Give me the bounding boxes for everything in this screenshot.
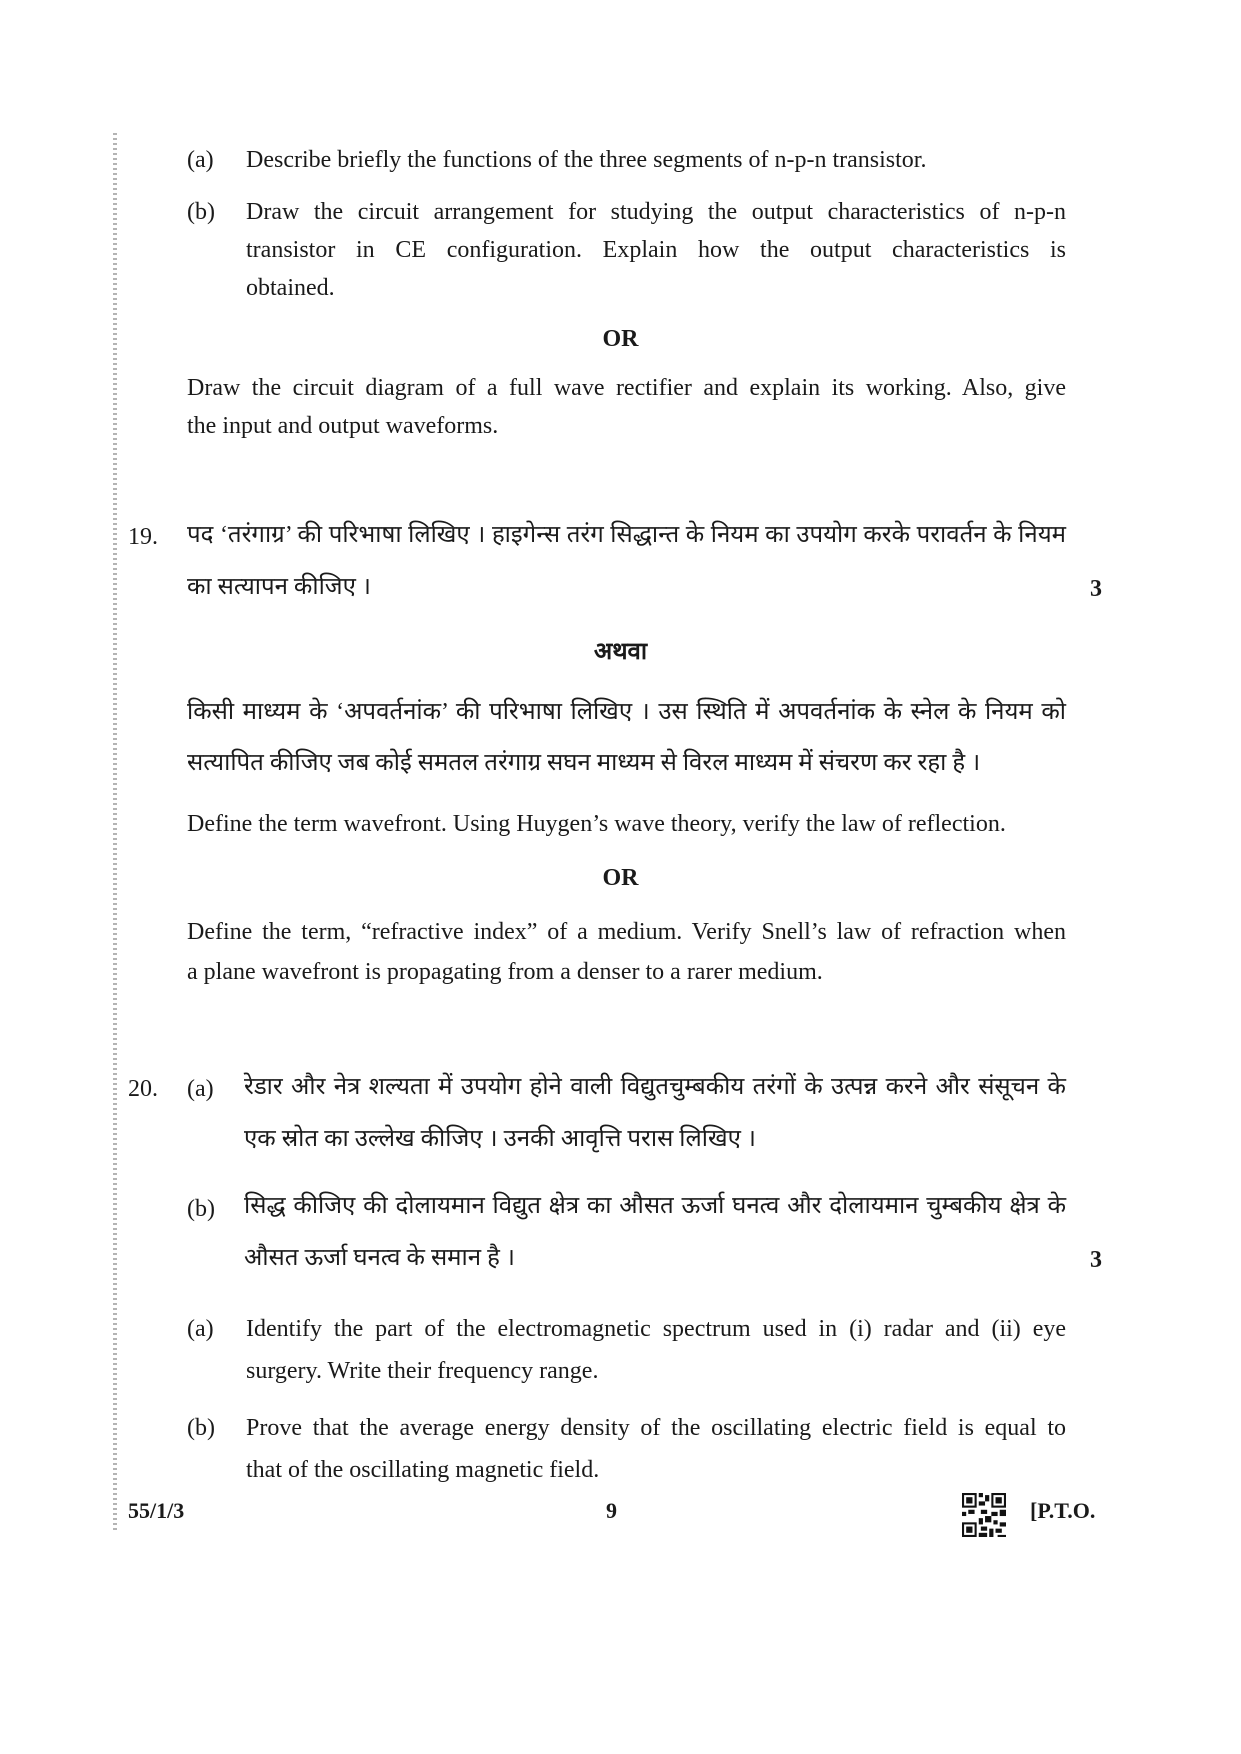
q19-number: 19. [128,524,158,550]
q20-english-a-line-1: Identify the part of the electromagnetic spectrum used in (i) radar and (ii) eye [246,1316,1066,1342]
q18-b-label: (b) [187,199,215,225]
q19-marks: 3 [1090,576,1102,602]
q18-b-line-3: obtained. [246,275,335,301]
qr-code-icon [962,1493,1006,1537]
q19-hindi-alt-line-1: किसी माध्यम के ‘अपवर्तनांक’ की परिभाषा लिखिए । उस स्थिति में अपवर्तनांक के स्नेल के नियम को [187,699,1066,725]
q18-b-line-1: Draw the circuit arrangement for studying the output characteristics of n-p-n [246,199,1066,225]
q20-english-a-line-2: surgery. Write their frequency range. [246,1358,599,1384]
q20-english-b-line-1: Prove that the average energy density of the oscillating electric field is equal to [246,1415,1066,1441]
q18-a-label: (a) [187,147,214,173]
q20-hindi-b-label: (b) [187,1196,215,1222]
q19-hindi-or-heading: अथवा [593,639,648,665]
q18-a-text: Describe briefly the functions of the three segments of n-p-n transistor. [246,147,927,173]
q20-hindi-b-line-2: औसत ऊर्जा घनत्व के समान है । [244,1245,515,1271]
please-turn-over: [P.T.O. [1030,1498,1096,1523]
q19-hindi-alt-line-2: सत्यापित कीजिए जब कोई समतल तरंगाग्र सघन माध्यम से विरल माध्यम में संचरण कर रहा है । [187,750,981,776]
q20-english-a-label: (a) [187,1316,214,1342]
q19-english-line-1: Define the term wavefront. Using Huygen’s wave theory, verify the law of reflection. [187,811,1006,837]
q19-or-heading: OR [602,865,639,891]
q20-marks: 3 [1090,1247,1102,1273]
q20-hindi-a-line-1: रेडार और नेत्र शल्यता में उपयोग होने वाली विद्युतचुम्बकीय तरंगों के उत्पन्न करने और संसूचन के [244,1074,1066,1100]
q20-number: 20. [128,1076,158,1102]
q20-english-b-line-2: that of the oscillating magnetic field. [246,1457,600,1483]
paper-code: 55/1/3 [128,1498,185,1523]
page-number: 9 [606,1498,617,1523]
q19-hindi-line-2: का सत्यापन कीजिए । [187,574,371,600]
q20-hindi-b-line-1: सिद्ध कीजिए की दोलायमान विद्युत क्षेत्र का औसत ऊर्जा घनत्व और दोलायमान चुम्बकीय क्षेत्र के [244,1193,1066,1219]
q19-english-alt-line-1: Define the term, “refractive index” of a medium. Verify Snell’s law of refraction when [187,919,1066,945]
q18-or-heading: OR [602,326,639,352]
q18-alt-line-2: the input and output waveforms. [187,413,499,439]
q18-b-line-2: transistor in CE configuration. Explain how the output characteristics is [246,237,1066,263]
q19-english-alt-line-2: a plane wavefront is propagating from a denser to a rarer medium. [187,959,823,985]
q20-english-b-label: (b) [187,1415,215,1441]
q20-hindi-a-line-2: एक स्रोत का उल्लेख कीजिए । उनकी आवृत्ति परास लिखिए । [244,1126,757,1152]
q19-hindi-line-1: पद ‘तरंगाग्र’ की परिभाषा लिखिए । हाइगेन्स तरंग सिद्धान्त के नियम का उपयोग करके परावर्तन के नियम [187,522,1066,548]
q18-alt-line-1: Draw the circuit diagram of a full wave rectifier and explain its working. Also, give [187,375,1066,401]
q20-hindi-a-label: (a) [187,1076,214,1102]
